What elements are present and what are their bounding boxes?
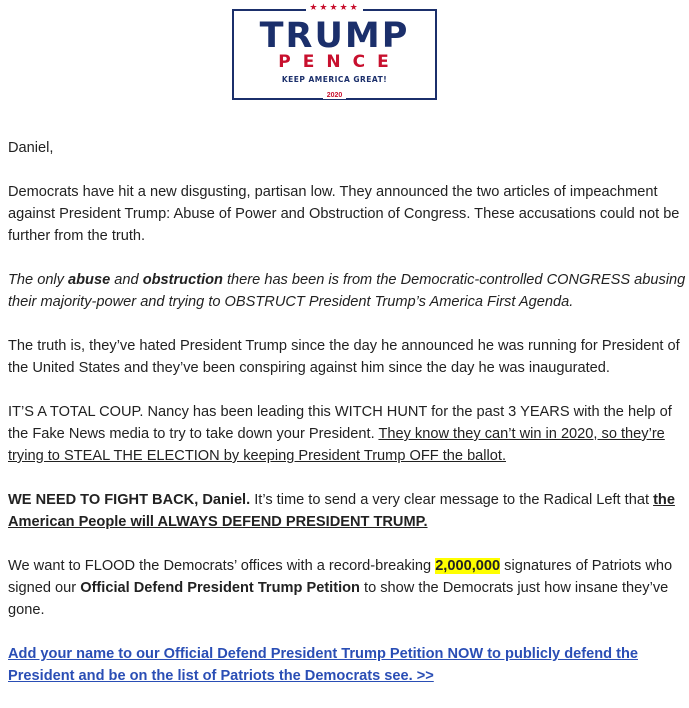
paragraph-impeachment: Democrats have hit a new disgusting, partisan low. They announced the two articles of impeachment against President Trump: Abuse of Power and Obstruction of Congress. These accusations could not be further from the truth. — [8, 184, 680, 244]
emphasis-abuse: abuse — [68, 272, 111, 288]
logo-pence-wordmark: PENCE — [278, 52, 401, 72]
text-span: and — [110, 272, 143, 288]
bold-petition-name: Official Defend President Trump Petition — [80, 580, 360, 596]
paragraph-fight-back — [8, 489, 686, 533]
text-span: The only — [8, 272, 69, 288]
text-span: there has been is from the Democratic-controlled CONGRESS abusing their majority-power and trying to OBSTRUCT President Trump’s America First Agenda. — [8, 272, 686, 310]
logo-stars-text: ★★★★★ — [306, 2, 362, 12]
campaign-logo — [232, 2, 437, 100]
paragraph-abuse-text — [8, 272, 685, 310]
greeting: Daniel, — [8, 140, 54, 156]
bold-fight-back: WE NEED TO FIGHT BACK, Daniel. — [8, 492, 251, 508]
logo-trump-wordmark: TRUMP — [259, 16, 410, 56]
highlighted-signature-count: 2,000,000 — [435, 558, 501, 574]
email-body — [8, 137, 686, 687]
logo-year — [232, 91, 437, 101]
paragraph-abuse — [8, 269, 686, 313]
text-span: IT’S A TOTAL COUP. Nancy has been leading this WITCH HUNT for the past 3 YEARS with the help of the Fake News media to try to take down your President. — [8, 404, 672, 442]
emphasis-obstruction: obstruction — [142, 272, 223, 288]
text-span: to show the Democrats just how insane they’ve gone. — [8, 580, 669, 618]
paragraph-petition — [8, 555, 686, 621]
logo-stars — [232, 1, 437, 13]
underlined-steal-election: They know they can’t win in 2020, so they’re trying to STEAL THE ELECTION by keeping President Trump OFF the ballot. — [8, 426, 665, 464]
underlined-defend: the American People will ALWAYS DEFEND PRESIDENT TRUMP. — [8, 492, 675, 530]
paragraph-coup — [8, 401, 686, 467]
logo-slogan: KEEP AMERICA GREAT! — [281, 75, 388, 84]
petition-cta-link[interactable]: Add your name to our Official Defend President Trump Petition NOW to publicly defend the President and be on the list of Patriots the Democrats see. >> — [8, 646, 639, 684]
text-span: signatures of Patriots who signed our — [8, 558, 673, 596]
cta-paragraph — [8, 643, 686, 687]
text-span: We want to FLOOD the Democrats’ offices with a record-breaking — [8, 558, 436, 574]
text-span: It’s time to send a very clear message to the Radical Left that — [250, 492, 654, 508]
logo-year-text: 2020 — [323, 92, 347, 99]
paragraph-truth: The truth is, they’ve hated President Trump since the day he announced he was running for President of the United States and they’ve been conspiring against him since the day he was inaugurated. — [8, 338, 680, 376]
